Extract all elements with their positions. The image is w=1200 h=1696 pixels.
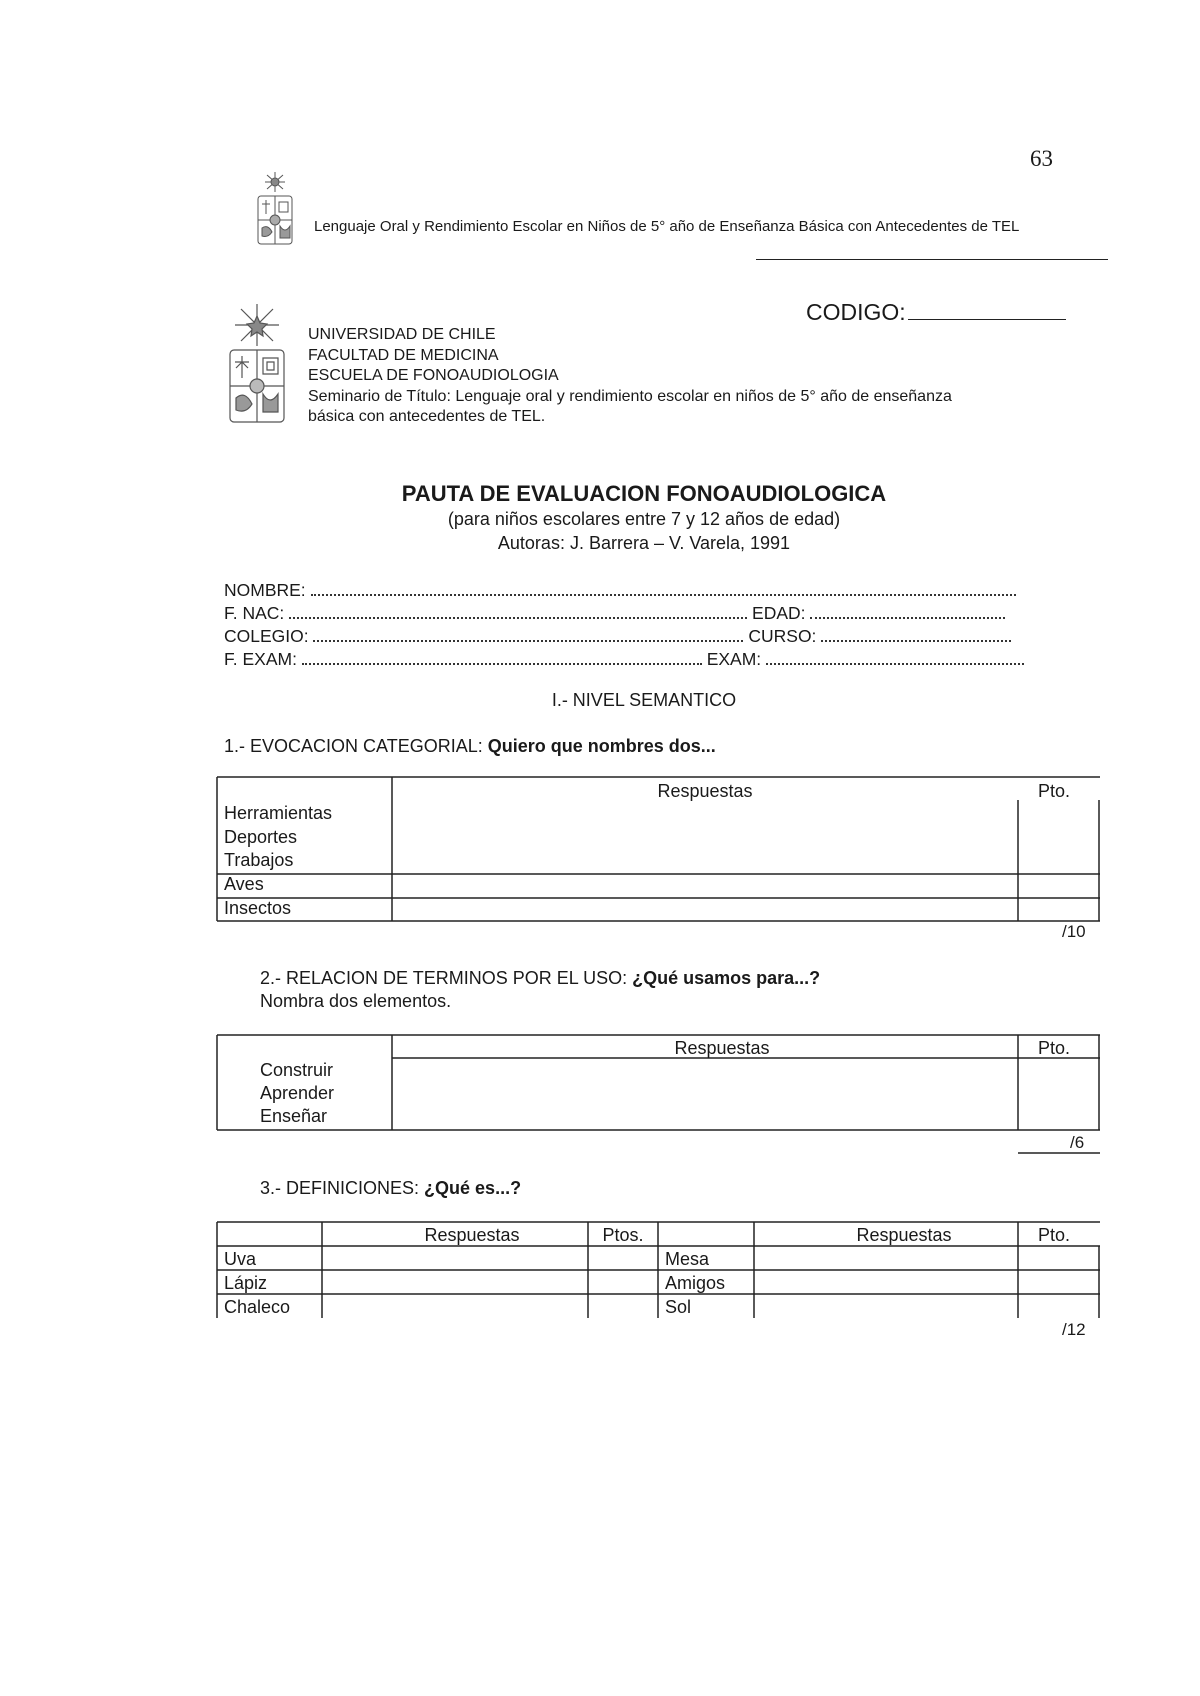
q2-row-label: Aprender <box>260 1083 335 1103</box>
form-authors: Autoras: J. Barrera – V. Varela, 1991 <box>497 533 791 553</box>
institution-seminar: Seminario de Título: Lenguaje oral y rendimiento escolar en niños de 5° año de enseñanza <box>308 387 952 405</box>
fnac-label: F. NAC: <box>224 603 285 623</box>
q1-header-answers: Respuestas <box>657 781 753 801</box>
q2-header-points: Pto. <box>1037 1038 1071 1058</box>
q3-header-points-left: Ptos. <box>602 1225 644 1245</box>
form-subtitle: (para niños escolares entre 7 y 12 años de edad) <box>447 509 841 529</box>
q3-row-label-left: Lápiz <box>224 1273 268 1293</box>
q3-row-label-right: Sol <box>665 1297 692 1317</box>
edad-label: EDAD: <box>752 603 806 623</box>
q1-label: 1.- EVOCACION CATEGORIAL: <box>224 736 483 756</box>
institution-university: UNIVERSIDAD DE CHILE <box>308 326 496 343</box>
q2-label: 2.- RELACION DE TERMINOS POR EL USO: <box>260 968 628 988</box>
q3-prompt: ¿Qué es...? <box>424 1178 522 1198</box>
codigo-label: CODIGO: <box>806 299 906 325</box>
running-header: Lenguaje Oral y Rendimiento Escolar en Niños de 5° año de Enseñanza Básica con Antecedentes de TEL <box>314 218 1020 235</box>
q1-header-points: Pto. <box>1037 781 1071 801</box>
q3-header-answers-left: Respuestas <box>424 1225 520 1245</box>
q3-row-label-right: Amigos <box>665 1273 726 1293</box>
institution-school: ESCUELA DE FONOAUDIOLOGIA <box>308 367 559 384</box>
q2-header-answers: Respuestas <box>674 1038 770 1058</box>
q3-score: /12 <box>1062 1320 1086 1339</box>
section-title: I.- NIVEL SEMANTICO <box>551 690 737 710</box>
q2-row-label: Construir <box>260 1060 334 1080</box>
q1-row-label: Deportes <box>224 827 298 847</box>
q3-row-label-left: Chaleco <box>224 1297 291 1317</box>
q1-prompt: Quiero que nombres dos... <box>487 736 716 756</box>
q1-row-label: Insectos <box>224 898 292 918</box>
q3-header-points-right: Pto. <box>1037 1225 1071 1245</box>
exam-label: EXAM: <box>706 649 762 669</box>
q3-row-label-left: Uva <box>224 1249 257 1269</box>
nombre-label: NOMBRE: <box>224 580 306 600</box>
q2-prompt: ¿Qué usamos para...? <box>632 968 821 988</box>
curso-label: CURSO: <box>748 626 817 646</box>
q3-label: 3.- DEFINICIONES: <box>260 1178 420 1198</box>
q2-note: Nombra dos elementos. <box>260 991 452 1011</box>
institution-faculty: FACULTAD DE MEDICINA <box>308 346 499 364</box>
q2-score: /6 <box>1070 1133 1085 1152</box>
fexam-label: F. EXAM: <box>224 649 297 669</box>
q1-row-label: Aves <box>224 874 264 894</box>
form-title: PAUTA DE EVALUACION FONOAUDIOLOGICA <box>401 481 887 506</box>
colegio-label: COLEGIO: <box>224 626 309 646</box>
q1-row-label: Herramientas <box>224 803 333 823</box>
q3-header-answers-right: Respuestas <box>856 1225 952 1245</box>
q1-score: /10 <box>1062 922 1086 941</box>
q1-row-label: Trabajos <box>224 850 294 870</box>
q3-row-label-right: Mesa <box>665 1249 710 1269</box>
institution-seminar-cont: básica con antecedentes de TEL. <box>308 408 546 425</box>
page-number: 63 <box>1030 146 1053 171</box>
q2-row-label: Enseñar <box>260 1106 328 1126</box>
